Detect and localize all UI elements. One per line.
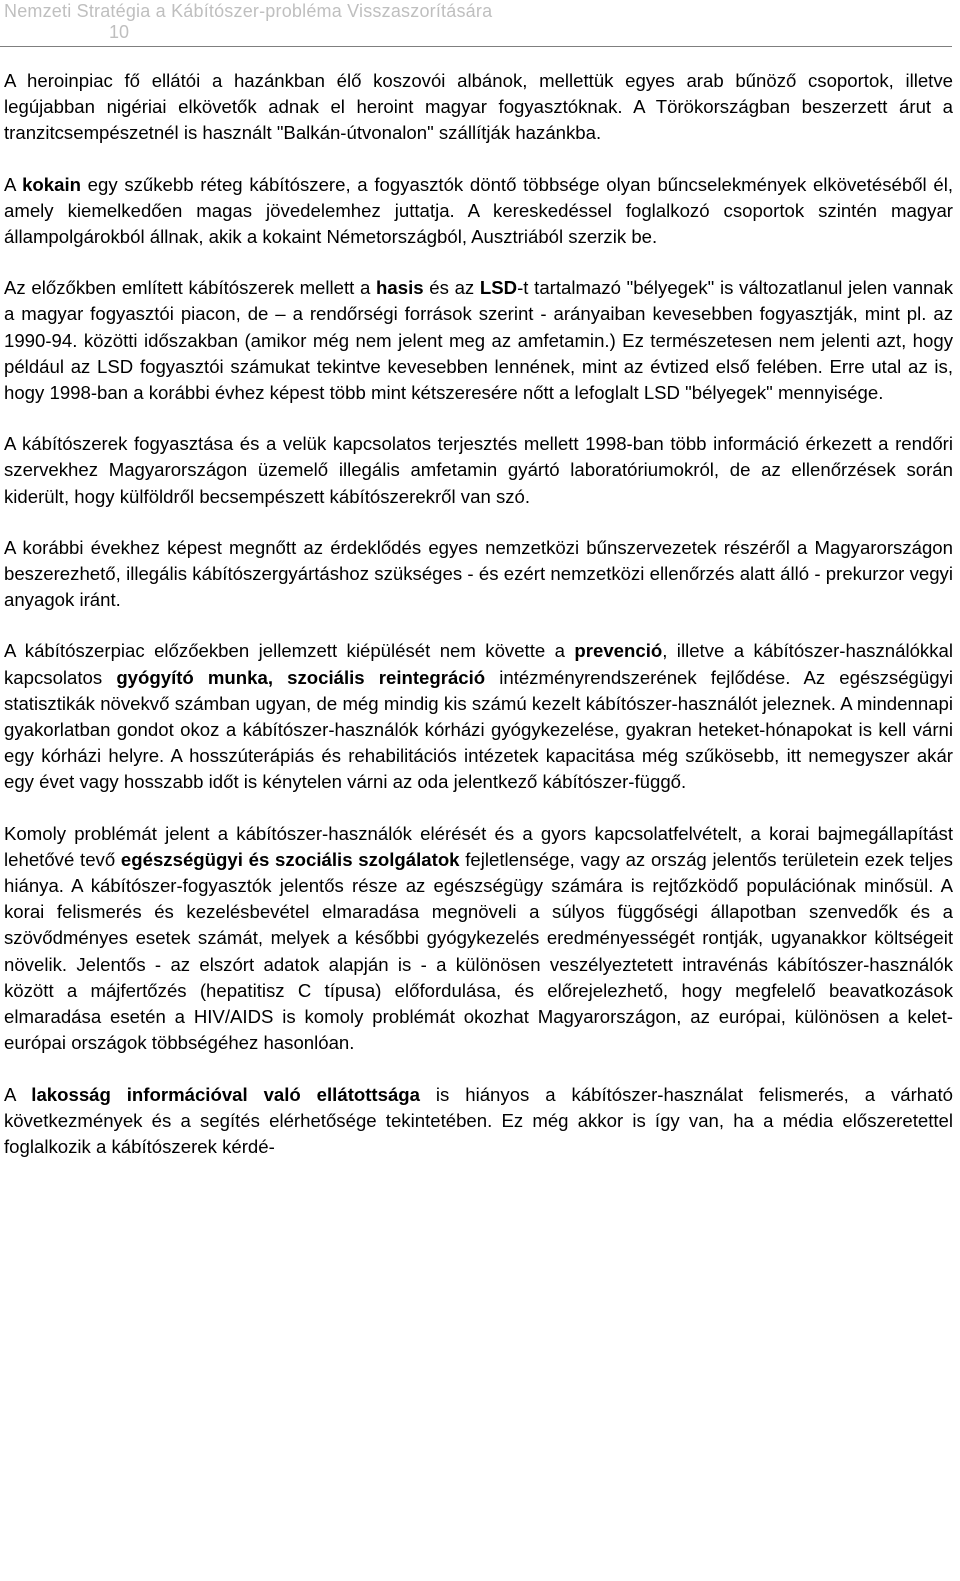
bold-term-hasis: hasis	[376, 277, 424, 299]
text-run: A	[4, 1083, 32, 1105]
bold-term-szolgalatok: egészségügyi és szociális szolgálatok	[120, 848, 460, 870]
paragraph-text: A korábbi évekhez képest megnőtt az érdeklődés egyes nemzetközi bűnszervezetek részéről a Magyarországon beszerezhető, illegális kábítószergyártáshoz szükséges - és ezért nemzetközi ellenőrzés alatt álló - prekurzor vegyi anyagok iránt.	[4, 536, 953, 611]
bold-term-kokain: kokain	[22, 173, 81, 195]
text-run: , illetve a kábítószer-használókkal kapcsolatos	[4, 640, 953, 688]
paragraph-public-information	[4, 1082, 953, 1161]
text-run: Komoly problémát jelent a kábítószer-használók elérését és a gyors kapcsolatfelvételt, a korai bajmegállapítást lehetővé tevő	[4, 822, 953, 870]
paragraph-health-services	[4, 821, 953, 1057]
paragraph-text: A heroinpiac fő ellátói a hazánkban élő koszovói albánok, mellettük egyes arab bűnöző csoportok, illetve legújabban nigériai elkövetők adnak el heroint magyar fogyasztóknak. A Törökországban beszerzett árut a tranzitcsempészetnél is használt "Balkán-útvonalon" szállítják hazánkba.	[4, 70, 953, 144]
paragraph-amphetamine-labs	[4, 431, 953, 510]
paragraph-heroin-market	[4, 68, 953, 147]
text-run: egy szűkebb réteg kábítószere, a fogyasztók döntő többsége olyan bűncselekmények elkövetéséből él, amely kiemelkedően magas jövedelemhez juttatja. A kereskedéssel foglalkozó csoportok szintén magyar állampolgárokból állnak, akik a kokaint Németországból, Ausztriából szerzik be.	[4, 173, 953, 248]
bold-term-lsd: LSD	[479, 277, 518, 299]
bold-term-prevencio: prevenció	[574, 640, 663, 662]
document-body	[4, 68, 953, 1185]
bold-term-lakossag: lakosság információval való ellátottsága	[31, 1083, 421, 1105]
header-divider	[0, 46, 952, 47]
running-header	[4, 0, 956, 42]
text-run: és az	[423, 277, 480, 299]
text-run: -t tartalmazó "bélyegek" is változatlanul jelen vannak a magyar fogyasztói piacon, de – a rendőrségi források szerint - arányaiban kevesebben fogyasztják, mint pl. az 1990-94. közötti időszakban (amikor még nem jelent meg az amfetamin.) Ez természetesen nem jelenti azt, hogy például az LSD fogyasztói számukat tekintve kevesebben lennének, mint az évtized első felében. Erre utal az is, hogy 1998-ban a korábbi évhez képest több mint kétszeresére nőtt a lefoglalt LSD "bélyegek" mennyisége.	[4, 277, 954, 404]
bold-term-gyogyito-munka: gyógyító munka, szociális reintegráció	[116, 666, 486, 688]
paragraph-cocaine	[4, 172, 953, 251]
paragraph-precursors	[4, 535, 953, 614]
text-run: Az előzőkben említett kábítószerek mellett a	[4, 277, 377, 299]
text-run: fejletlensége, vagy az ország jelentős területein ezek teljes hiánya. A kábítószer-fogyasztók jelentős része az egészségügy számára is rejtőzködő populációnak minősül. A korai felismerés és kezelésbevétel elmaradása megnöveli a súlyos függőségi állapotban szenvedők és a szövődményes esetek számát, melyek a későbbi gyógykezelés eredményességét rontják, ugyanakkor költségeit növelik. Jelentős - az elszórt adatok alapján is - a különösen veszélyeztetett intravénás kábítószer-használók között a májfertőzés (hepatitisz C típusa) előfordulása, és előrejelezhető, hogy megfelelő beavatkozások elmaradása esetén a HIV/AIDS is komoly problémát okozhat Magyarországon, az európai, különösen a kelet-európai országok többségéhez hasonlóan.	[4, 848, 953, 1054]
text-run: is hiányos a kábítószer-használat felismerés, a várható következmények és a segítés elérhetősége tekintetében. Ez még akkor is így van, ha a média előszeretettel foglalkozik a kábítószerek kérdé-	[4, 1083, 954, 1157]
header-title: Nemzeti Stratégia a Kábítószer-probléma Visszaszorítására	[4, 1, 493, 21]
text-run: A kábítószerpiac előzőekben jellemzett kiépülését nem követte a	[4, 640, 575, 662]
text-run: intézményrendszerének fejlődése. Az egészségügyi statisztikák növekvő számban ugyan, de még mindig kis számú kezelt kábítószer-használót jeleznek. A mindennapi gyakorlatban gondot okoz a kábítószer-használók kórházi gyógykezelése, gyakran heteket-hónapokat is kell várni egy kórházi helyre. A hosszúterápiás és rehabilitációs intézetek kapacitása még szűkösebb, itt nemegyszer akár egy évet vagy hosszabb időt is kénytelen várni az oda jelentkező kábítószer-függő.	[4, 666, 954, 793]
text-run: A	[4, 173, 23, 195]
paragraph-prevention	[4, 638, 953, 795]
paragraph-text: A kábítószerek fogyasztása és a velük kapcsolatos terjesztés mellett 1998-ban több információ érkezett a rendőri szervekhez Magyarországon üzemelő illegális amfetamin gyártó laboratóriumokról, de az ellenőrzések során kiderült, hogy külföldről becsempészett kábítószerekről van szó.	[4, 433, 953, 507]
paragraph-hashish-lsd	[4, 275, 953, 406]
page-number: 10	[109, 22, 130, 42]
